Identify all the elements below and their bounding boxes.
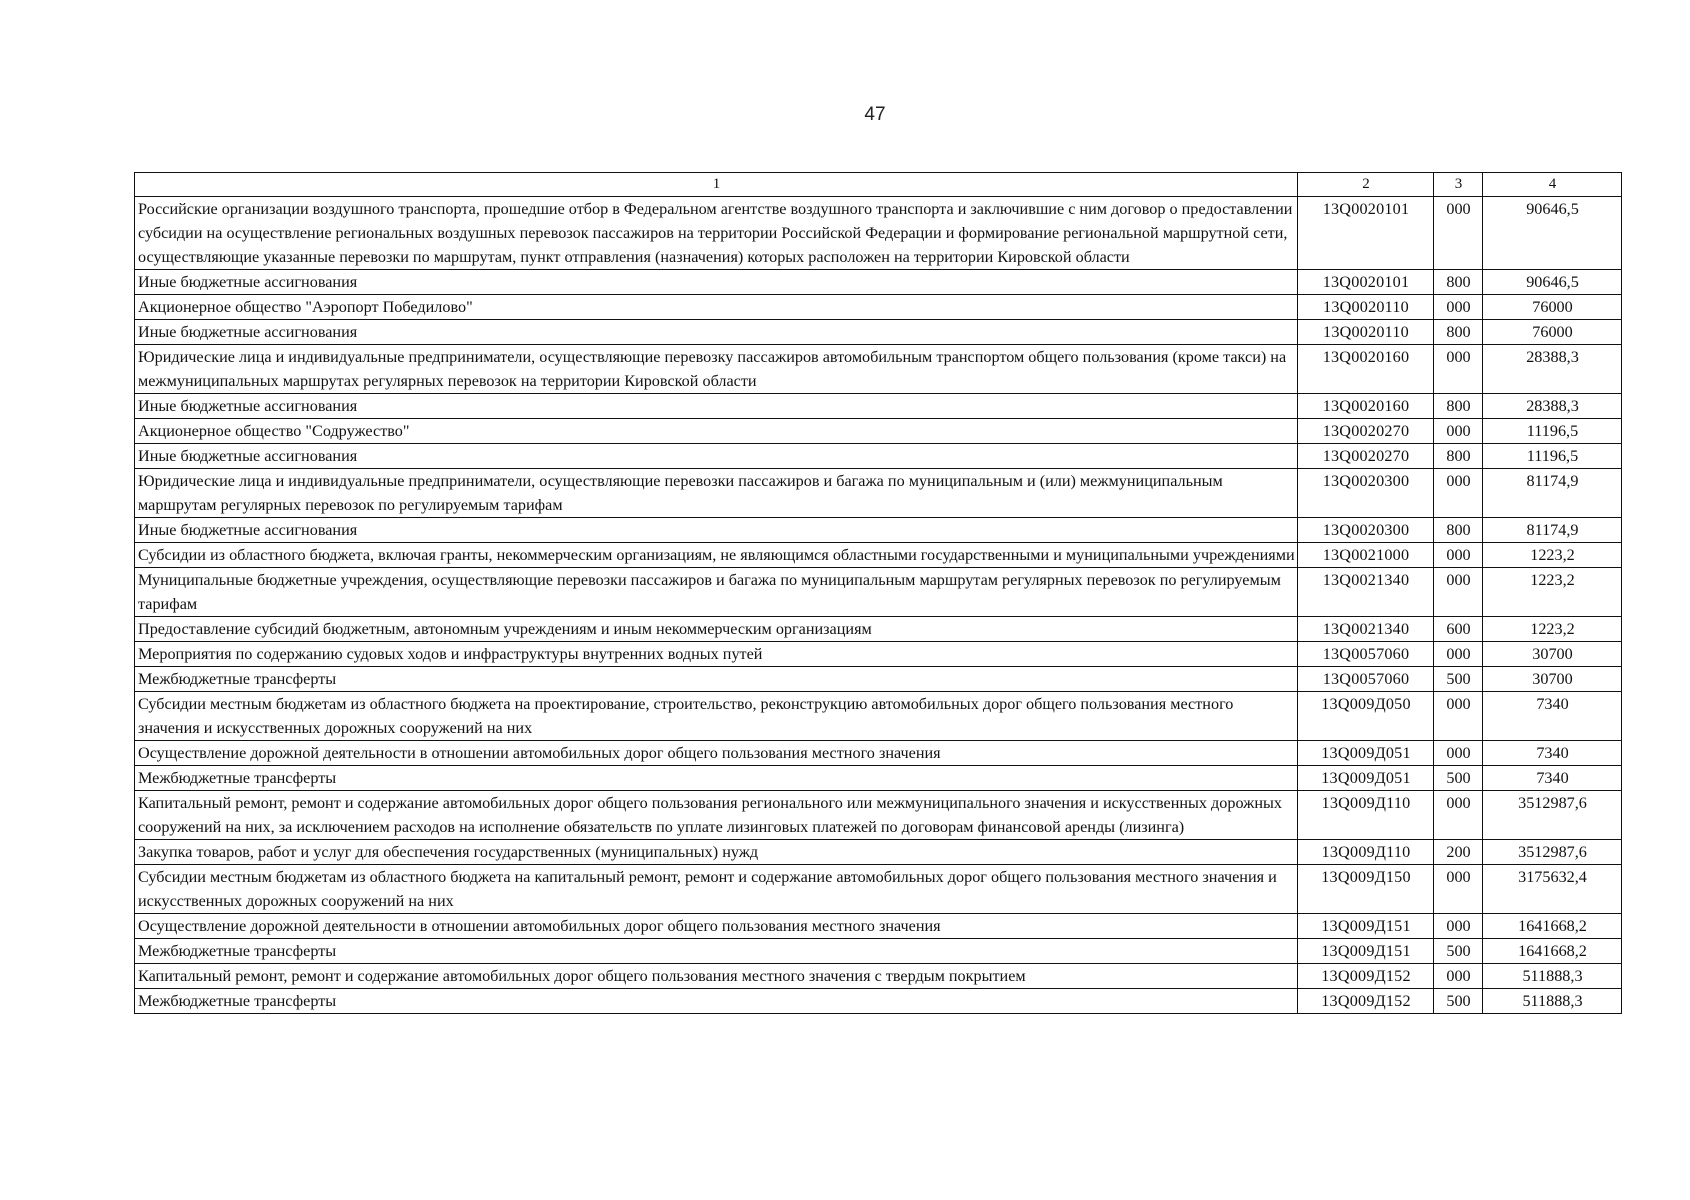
- table-row: [135, 518, 1622, 543]
- budget-table: [134, 172, 1622, 1014]
- row-code-cell: 13Q0021340: [1298, 617, 1434, 642]
- row-type-cell: 500: [1434, 766, 1483, 791]
- row-sum-cell: 7340: [1483, 692, 1622, 741]
- table-row: [135, 964, 1622, 989]
- row-type-cell: 000: [1434, 741, 1483, 766]
- row-name-cell: Иные бюджетные ассигнования: [135, 320, 1298, 345]
- row-type-cell: 500: [1434, 939, 1483, 964]
- row-sum-cell: 81174,9: [1483, 518, 1622, 543]
- row-sum-cell: 511888,3: [1483, 989, 1622, 1014]
- table-row: [135, 865, 1622, 914]
- table-row: [135, 320, 1622, 345]
- row-sum-cell: 1641668,2: [1483, 939, 1622, 964]
- row-code-cell: 13Q0020160: [1298, 345, 1434, 394]
- row-code-cell: 13Q009Д110: [1298, 791, 1434, 840]
- table-row: [135, 692, 1622, 741]
- table-body: [135, 197, 1622, 1014]
- row-code-cell: 13Q0021340: [1298, 568, 1434, 617]
- row-code-cell: 13Q0020101: [1298, 270, 1434, 295]
- row-code-cell: 13Q009Д110: [1298, 840, 1434, 865]
- row-sum-cell: 90646,5: [1483, 270, 1622, 295]
- table-row: [135, 989, 1622, 1014]
- row-sum-cell: 3175632,4: [1483, 865, 1622, 914]
- row-code-cell: 13Q0020300: [1298, 469, 1434, 518]
- row-code-cell: 13Q0020110: [1298, 320, 1434, 345]
- row-code-cell: 13Q0020101: [1298, 197, 1434, 270]
- row-code-cell: 13Q0057060: [1298, 667, 1434, 692]
- row-code-cell: 13Q009Д051: [1298, 766, 1434, 791]
- row-type-cell: 000: [1434, 865, 1483, 914]
- column-header-code: 2: [1298, 173, 1434, 197]
- row-name-cell: Межбюджетные трансферты: [135, 766, 1298, 791]
- row-name-cell: Иные бюджетные ассигнования: [135, 444, 1298, 469]
- row-sum-cell: 81174,9: [1483, 469, 1622, 518]
- row-name-cell: Мероприятия по содержанию судовых ходов и инфраструктуры внутренних водных путей: [135, 642, 1298, 667]
- row-type-cell: 000: [1434, 419, 1483, 444]
- table-row: [135, 543, 1622, 568]
- row-sum-cell: 7340: [1483, 741, 1622, 766]
- table-row: [135, 939, 1622, 964]
- row-sum-cell: 1223,2: [1483, 568, 1622, 617]
- table-row: [135, 270, 1622, 295]
- row-name-cell: Иные бюджетные ассигнования: [135, 518, 1298, 543]
- row-sum-cell: 11196,5: [1483, 444, 1622, 469]
- table-row: [135, 617, 1622, 642]
- row-code-cell: 13Q0020110: [1298, 295, 1434, 320]
- row-sum-cell: 28388,3: [1483, 345, 1622, 394]
- row-code-cell: 13Q009Д051: [1298, 741, 1434, 766]
- row-code-cell: 13Q009Д152: [1298, 989, 1434, 1014]
- row-code-cell: 13Q009Д152: [1298, 964, 1434, 989]
- table-row: [135, 469, 1622, 518]
- column-header-type: 3: [1434, 173, 1483, 197]
- row-type-cell: 800: [1434, 518, 1483, 543]
- row-code-cell: 13Q0020160: [1298, 394, 1434, 419]
- table-row: [135, 766, 1622, 791]
- row-type-cell: 800: [1434, 270, 1483, 295]
- row-sum-cell: 90646,5: [1483, 197, 1622, 270]
- row-name-cell: Межбюджетные трансферты: [135, 989, 1298, 1014]
- row-type-cell: 000: [1434, 197, 1483, 270]
- row-code-cell: 13Q009Д050: [1298, 692, 1434, 741]
- row-type-cell: 000: [1434, 914, 1483, 939]
- row-sum-cell: 3512987,6: [1483, 840, 1622, 865]
- row-type-cell: 000: [1434, 568, 1483, 617]
- row-type-cell: 000: [1434, 543, 1483, 568]
- row-sum-cell: 30700: [1483, 667, 1622, 692]
- table-row: [135, 791, 1622, 840]
- row-name-cell: Субсидии местным бюджетам из областного бюджета на проектирование, строительство, реконструкцию автомобильных дорог общего пользования местного значения и искусственных дорожных сооружений на них: [135, 692, 1298, 741]
- table-row: [135, 568, 1622, 617]
- row-sum-cell: 76000: [1483, 320, 1622, 345]
- table-row: [135, 741, 1622, 766]
- row-name-cell: Предоставление субсидий бюджетным, автономным учреждениям и иным некоммерческим организациям: [135, 617, 1298, 642]
- table-header-row: [135, 173, 1622, 197]
- table-row: [135, 444, 1622, 469]
- row-type-cell: 800: [1434, 394, 1483, 419]
- row-code-cell: 13Q0020270: [1298, 444, 1434, 469]
- row-type-cell: 000: [1434, 469, 1483, 518]
- row-sum-cell: 511888,3: [1483, 964, 1622, 989]
- row-name-cell: Акционерное общество "Содружество": [135, 419, 1298, 444]
- row-name-cell: Юридические лица и индивидуальные предприниматели, осуществляющие перевозки пассажиров и багажа по муниципальным и (или) межмуниципальным маршрутам регулярных перевозок по регулируемым тарифам: [135, 469, 1298, 518]
- row-name-cell: Капитальный ремонт, ремонт и содержание автомобильных дорог общего пользования регионального или межмуниципального значения и искусственных дорожных сооружений на них, за исключением расходов на исполнение обязательств по уплате лизинговых платежей по договорам финансовой аренды (лизинга): [135, 791, 1298, 840]
- table-row: [135, 345, 1622, 394]
- row-sum-cell: 3512987,6: [1483, 791, 1622, 840]
- row-sum-cell: 28388,3: [1483, 394, 1622, 419]
- row-type-cell: 000: [1434, 964, 1483, 989]
- row-code-cell: 13Q009Д151: [1298, 914, 1434, 939]
- row-name-cell: Межбюджетные трансферты: [135, 667, 1298, 692]
- row-sum-cell: 7340: [1483, 766, 1622, 791]
- page-number: 47: [864, 104, 886, 125]
- table-row: [135, 840, 1622, 865]
- table-row: [135, 914, 1622, 939]
- table-row: [135, 295, 1622, 320]
- row-sum-cell: 76000: [1483, 295, 1622, 320]
- table-row: [135, 394, 1622, 419]
- column-header-name: 1: [135, 173, 1298, 197]
- row-name-cell: Субсидии местным бюджетам из областного бюджета на капитальный ремонт, ремонт и содержание автомобильных дорог общего пользования местного значения и искусственных дорожных сооружений на них: [135, 865, 1298, 914]
- row-type-cell: 800: [1434, 444, 1483, 469]
- row-name-cell: Субсидии из областного бюджета, включая гранты, некоммерческим организациям, не являющимся областными государственными и муниципальными учреждениями: [135, 543, 1298, 568]
- row-name-cell: Капитальный ремонт, ремонт и содержание автомобильных дорог общего пользования местного значения с твердым покрытием: [135, 964, 1298, 989]
- row-type-cell: 600: [1434, 617, 1483, 642]
- row-sum-cell: 1641668,2: [1483, 914, 1622, 939]
- row-type-cell: 000: [1434, 345, 1483, 394]
- row-name-cell: Межбюджетные трансферты: [135, 939, 1298, 964]
- row-type-cell: 000: [1434, 295, 1483, 320]
- row-type-cell: 000: [1434, 692, 1483, 741]
- row-type-cell: 800: [1434, 320, 1483, 345]
- table-row: [135, 667, 1622, 692]
- row-name-cell: Муниципальные бюджетные учреждения, осуществляющие перевозки пассажиров и багажа по муниципальным маршрутам регулярных перевозок по регулируемым тарифам: [135, 568, 1298, 617]
- row-code-cell: 13Q0057060: [1298, 642, 1434, 667]
- row-sum-cell: 30700: [1483, 642, 1622, 667]
- row-code-cell: 13Q009Д151: [1298, 939, 1434, 964]
- row-name-cell: Юридические лица и индивидуальные предприниматели, осуществляющие перевозку пассажиров автомобильным транспортом общего пользования (кроме такси) на межмуниципальных маршрутах регулярных перевозок на территории Кировской области: [135, 345, 1298, 394]
- row-name-cell: Закупка товаров, работ и услуг для обеспечения государственных (муниципальных) нужд: [135, 840, 1298, 865]
- row-type-cell: 000: [1434, 791, 1483, 840]
- table-row: [135, 197, 1622, 270]
- row-code-cell: 13Q009Д150: [1298, 865, 1434, 914]
- row-code-cell: 13Q0021000: [1298, 543, 1434, 568]
- row-type-cell: 500: [1434, 667, 1483, 692]
- row-name-cell: Осуществление дорожной деятельности в отношении автомобильных дорог общего пользования местного значения: [135, 914, 1298, 939]
- column-header-sum: 4: [1483, 173, 1622, 197]
- row-code-cell: 13Q0020270: [1298, 419, 1434, 444]
- table-row: [135, 419, 1622, 444]
- row-name-cell: Осуществление дорожной деятельности в отношении автомобильных дорог общего пользования местного значения: [135, 741, 1298, 766]
- row-sum-cell: 1223,2: [1483, 543, 1622, 568]
- row-type-cell: 500: [1434, 989, 1483, 1014]
- row-name-cell: Иные бюджетные ассигнования: [135, 394, 1298, 419]
- table-row: [135, 642, 1622, 667]
- row-name-cell: Акционерное общество "Аэропорт Победилово": [135, 295, 1298, 320]
- row-name-cell: Российские организации воздушного транспорта, прошедшие отбор в Федеральном агентстве воздушного транспорта и заключившие с ним договор о предоставлении субсидии на осуществление региональных воздушных перевозок пассажиров на территории Российской Федерации и формирование региональной маршрутной сети, осуществляющие указанные перевозки по маршрутам, пункт отправления (назначения) которых расположен на территории Кировской области: [135, 197, 1298, 270]
- row-type-cell: 000: [1434, 642, 1483, 667]
- row-sum-cell: 11196,5: [1483, 419, 1622, 444]
- row-type-cell: 200: [1434, 840, 1483, 865]
- row-name-cell: Иные бюджетные ассигнования: [135, 270, 1298, 295]
- row-code-cell: 13Q0020300: [1298, 518, 1434, 543]
- row-sum-cell: 1223,2: [1483, 617, 1622, 642]
